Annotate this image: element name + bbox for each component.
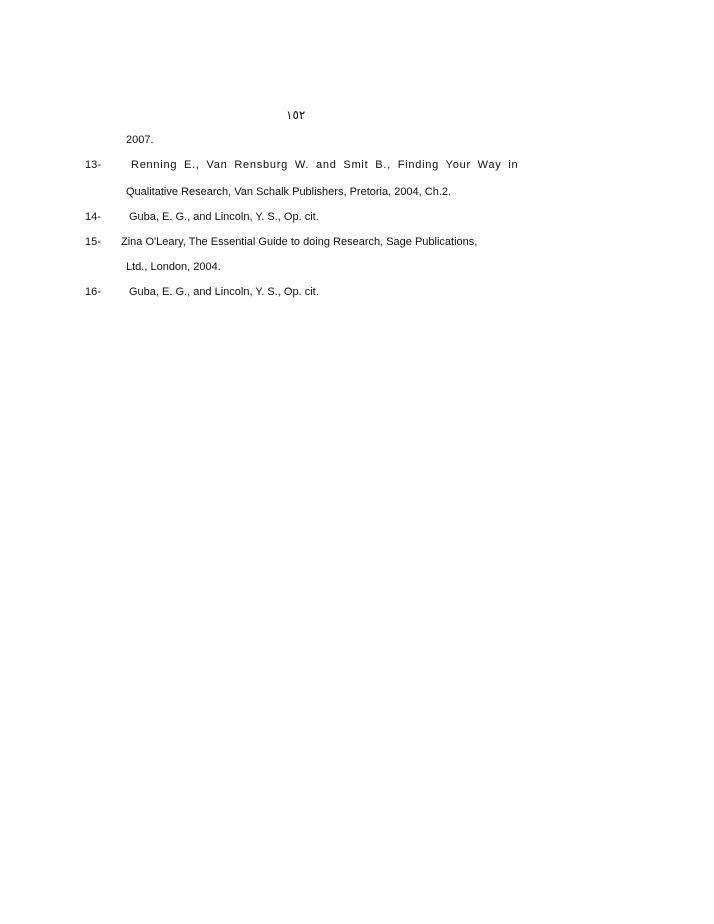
- reference-line: Ltd., London, 2004.: [126, 261, 221, 273]
- page-number: ١٥٢: [286, 108, 306, 122]
- reference-number: 15-: [85, 236, 101, 248]
- reference-line: Renning E., Van Rensburg W. and Smit B., Finding Your Way in: [131, 159, 519, 171]
- reference-line: Guba, E. G., and Lincoln, Y. S., Op. cit.: [129, 211, 319, 223]
- reference-line: Guba, E. G., and Lincoln, Y. S., Op. cit.: [129, 286, 319, 298]
- reference-line: Zina O'Leary, The Essential Guide to doing Research, Sage Publications,: [121, 236, 478, 248]
- reference-number: 16-: [85, 286, 101, 298]
- reference-number: 13-: [85, 159, 101, 171]
- reference-line: Qualitative Research, Van Schalk Publishers, Pretoria, 2004, Ch.2.: [126, 186, 452, 198]
- reference-number: 14-: [85, 211, 101, 223]
- reference-continuation: 2007.: [126, 134, 154, 146]
